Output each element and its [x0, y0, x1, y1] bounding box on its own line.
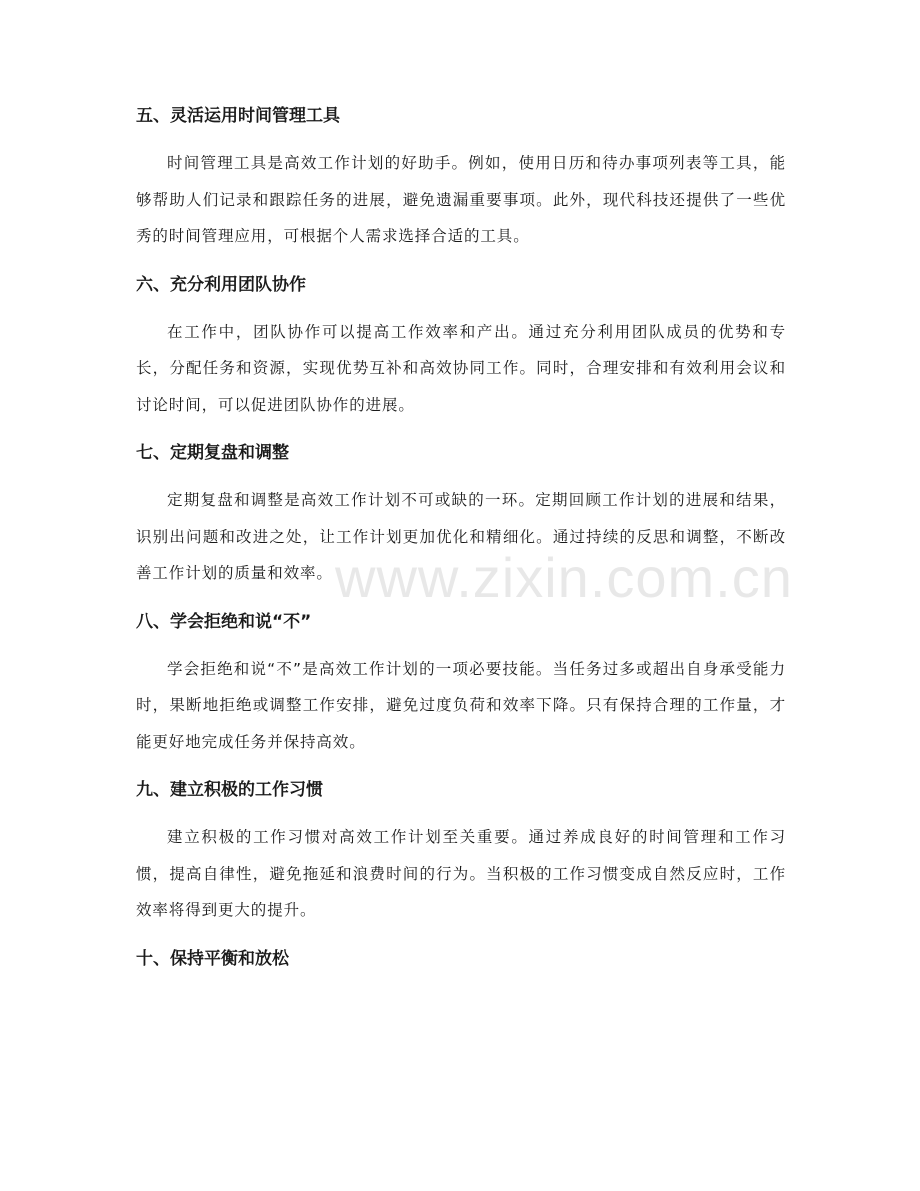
section-paragraph: 在工作中，团队协作可以提高工作效率和产出。通过充分利用团队成员的优势和专长，分配任务和资源，实现优势互补和高效协同工作。同时，合理安排和有效利用会议和讨论时间，可以促进团队协作的进展。	[136, 322, 786, 414]
watermark: www.zixin.com.cn	[335, 546, 793, 609]
section-8	[136, 610, 786, 761]
section-heading: 八、学会拒绝和说“不”	[136, 611, 312, 632]
section-paragraph: 定期复盘和调整是高效工作计划不可或缺的一环。定期回顾工作计划的进展和结果，识别出问题和改进之处，让工作计划更加优化和精细化。通过持续的反思和调整，不断改善工作计划的质量和效率。	[136, 491, 786, 582]
section-heading: 五、灵活运用时间管理工具	[136, 106, 340, 126]
section-heading: 十、保持平衡和放松	[136, 948, 289, 969]
document-body	[136, 104, 786, 988]
section-heading: 九、建立积极的工作习惯	[136, 780, 323, 800]
section-10	[136, 947, 786, 971]
section-heading: 七、定期复盘和调整	[136, 443, 289, 463]
section-heading: 六、充分利用团队协作	[136, 274, 306, 295]
section-paragraph: 建立积极的工作习惯对高效工作计划至关重要。通过养成良好的时间管理和工作习惯，提高自律性，避免拖延和浪费时间的行为。当积极的工作习惯变成自然反应时，工作效率将得到更大的提升。	[136, 828, 786, 919]
section-6	[136, 273, 786, 424]
section-5	[136, 104, 786, 255]
section-7	[136, 441, 786, 592]
section-9	[136, 778, 786, 929]
section-paragraph: 时间管理工具是高效工作计划的好助手。例如，使用日历和待办事项列表等工具，能够帮助人们记录和跟踪任务的进展，避免遗漏重要事项。此外，现代科技还提供了一些优秀的时间管理应用，可根据个人需求选择合适的工具。	[136, 154, 786, 245]
section-paragraph: 学会拒绝和说“不”是高效工作计划的一项必要技能。当任务过多或超出自身承受能力时，果断地拒绝或调整工作安排，避免过度负荷和效率下降。只有保持合理的工作量，才能更好地完成任务并保持高效。	[136, 659, 786, 751]
